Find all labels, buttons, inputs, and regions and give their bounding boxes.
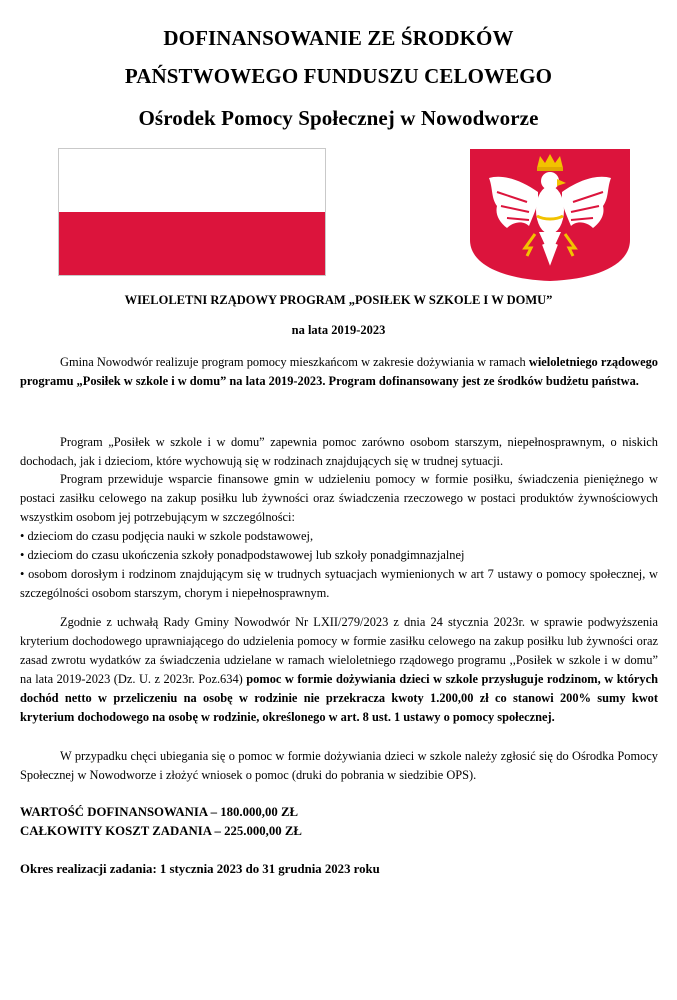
program-title: WIELOLETNI RZĄDOWY PROGRAM „POSIŁEK W SZKOLE I W DOMU” — [124, 293, 553, 307]
application-paragraph — [20, 747, 658, 785]
funding-value: WARTOŚĆ DOFINANSOWANIA – 180.000,00 ZŁ — [20, 805, 299, 819]
header-line-2: PAŃSTWOWEGO FUNDUSZU CELOWEGO — [124, 64, 553, 88]
poland-flag — [58, 148, 326, 276]
program-support-paragraph — [20, 470, 658, 527]
program-support-text: Program przewiduje wsparcie finansowe gmin w udzieleniu pomocy w formie posiłku, świadczenia pieniężnego w postaci zasiłku celowego na zakup posiłku lub żywności oraz świadczenia rzeczowego w postaci produktów żywnościowych wszystkim osobom jej potrzebującym w szczególności: — [20, 472, 658, 524]
bullet-icon: • — [20, 548, 25, 562]
resolution-text: Zgodnie z uchwałą Rady Gminy Nowodwór Nr LXII/279/2023 z dnia 24 stycznia 2023r. w sprawie podwyższenia kryterium dochodowego uprawniającego do udzielenia pomocy w formie zasiłku celowego na zakup posiłku lub żywności oraz zasad zwrotu wydatków za świadczenia udzielane w ramach wieloletniego rządowego programu ,,Posiłek w szkole i w domu” na lata 2019-2023 (Dz. U. z 2023r. Poz.634) — [20, 615, 658, 686]
flag-red-stripe — [59, 212, 325, 275]
total-cost: CAŁKOWITY KOSZT ZADANIA – 225.000,00 ZŁ — [20, 824, 302, 838]
flag-white-stripe — [59, 149, 325, 212]
implementation-period: Okres realizacji zadania: 1 stycznia 2023 do 31 grudnia 2023 roku — [20, 862, 380, 876]
list-item-text: dzieciom do czasu ukończenia szkoły ponadpodstawowej lub szkoły ponadgimnazjalnej — [27, 548, 465, 562]
application-text: W przypadku chęci ubiegania się o pomoc w formie dożywiania dzieci w szkole należy zgłosić się do Ośrodka Pomocy Społecznej w Nowodworze i złożyć wniosek o pomoc (druki do pobrania w siedzibie OPS). — [20, 749, 658, 782]
header-line-1: DOFINANSOWANIE ZE ŚRODKÓW — [163, 26, 514, 50]
program-description-paragraph — [20, 433, 658, 471]
resolution-paragraph — [20, 613, 658, 727]
intro-bold-text: wieloletniego rządowego programu „Posiłek w szkole i w domu” na lata 2019-2023. Program dofinansowany jest ze środków budżetu państwa. — [20, 355, 658, 388]
list-item — [20, 527, 658, 546]
header-institution: Ośrodek Pomocy Społecznej w Nowodworze — [138, 106, 539, 130]
intro-paragraph — [20, 353, 658, 391]
list-item-text: dzieciom do czasu podjęcia nauki w szkole podstawowej, — [27, 529, 314, 543]
poland-coat-of-arms-icon — [469, 148, 631, 282]
bullet-icon: • — [20, 567, 25, 581]
resolution-bold-text: pomoc w formie dożywiania dzieci w szkole przysługuje rodzinom, w których dochód netto w przeliczeniu na osobę w rodzinie nie przekracza kwoty 1.200,00 zł co stanowi 200% sumy kwot kryterium dochodowego na osobę w rodzinie, określonego w art. 8 ust. 1 ustawy o pomocy społecznej. — [20, 672, 658, 724]
intro-text: Gmina Nowodwór realizuje program pomocy mieszkańcom w zakresie dożywiania w ramach — [60, 355, 529, 369]
bullet-icon: • — [20, 529, 25, 543]
program-years: na lata 2019-2023 — [291, 323, 386, 337]
list-item-text: osobom dorosłym i rodzinom znajdującym się w trudnych sytuacjach wymienionych w art 7 ustawy o pomocy społecznej, w szczególności osobom starszym, chorym i niepełnosprawnym. — [20, 567, 658, 600]
list-item — [20, 546, 658, 565]
program-description-text: Program „Posiłek w szkole i w domu” zapewnia pomoc zarówno osobom starszym, niepełnosprawnym, o niskich dochodach, jak i dzieciom, które wychowują się w rodzinach znajdujących się w trudnej sytuacji. — [20, 435, 658, 468]
list-item — [20, 565, 658, 603]
